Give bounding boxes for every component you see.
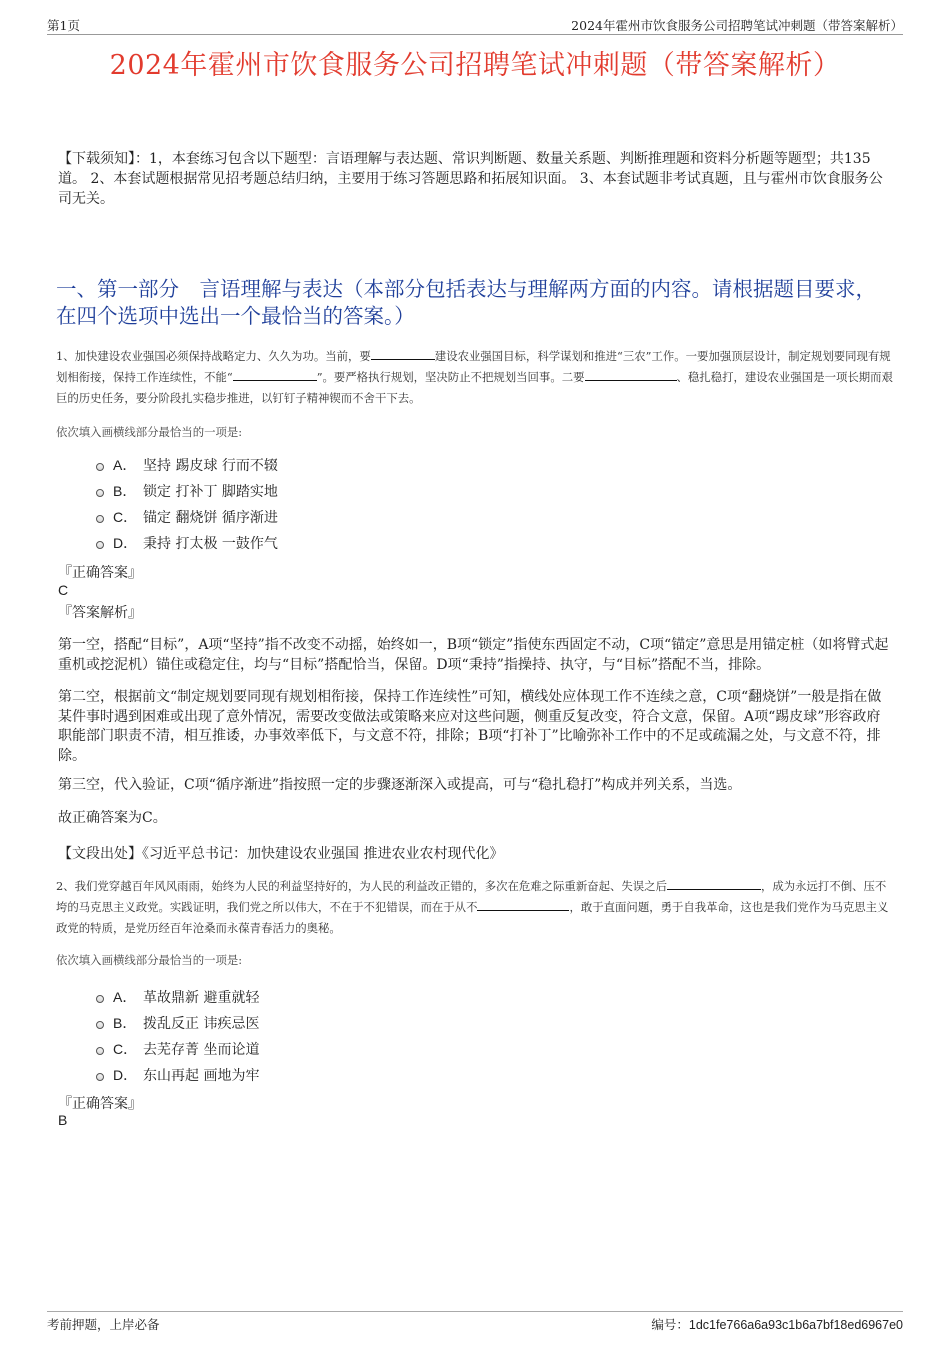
download-notice: 【下载须知】：1，本套练习包含以下题型：言语理解与表达题、常识判断题、数量关系题、判断推理题和资料分析题等题型；共135道。 2、本套试题根据常见招考题总结归纳，主要用于练习答题思路和拓展知识面。 3、本套试题非考试真题，且与霍州市饮食服务公司无关。 xyxy=(58,151,883,207)
correct-answer-label: 『正确答案』 xyxy=(58,565,142,581)
question-2-options xyxy=(96,984,259,1088)
passage-source: 【文段出处】《习近平总书记：加快建设农业强国 推进农业农村现代化》 xyxy=(58,846,504,862)
correct-answer-label: 『正确答案』 xyxy=(58,1096,142,1112)
answer-blank xyxy=(477,898,569,911)
radio-icon[interactable] xyxy=(96,463,104,471)
correct-answer: C xyxy=(58,582,69,598)
question-1-options xyxy=(96,452,278,556)
option-b[interactable]: B． 锁定 打补丁 脚踏实地 xyxy=(96,478,278,504)
radio-icon[interactable] xyxy=(96,1021,104,1029)
option-a[interactable]: A． 革故鼎新 避重就轻 xyxy=(96,984,259,1010)
option-c[interactable]: C． 去芜存菁 坐而论道 xyxy=(96,1036,259,1062)
analysis-conclusion: 故正确答案为C。 xyxy=(58,810,167,826)
question-1-instruction: 依次填入画横线部分最恰当的一项是: xyxy=(56,425,243,439)
analysis-label: 『答案解析』 xyxy=(58,605,142,621)
question-1-text: 1、加快建设农业强国必须保持战略定力、久久为功。当前，要 建设农业强国目标，科学谋划和推进“三农”工作。一要加强顶层设计，制定规划要同现有规划相衔接，保持工作连续性，不能“ ”。要严格执行规划，坚决防止不把规划当回事。二要 、稳扎稳打，建设农业强国是一项长期而艰巨的历史任务，要分阶段扎实稳步推进，以钉钉子精神锲而不舍干下去。 xyxy=(56,349,893,405)
page-footer xyxy=(47,1311,903,1332)
correct-answer: B xyxy=(58,1112,68,1128)
radio-icon[interactable] xyxy=(96,995,104,1003)
answer-blank xyxy=(585,368,677,381)
footer-slogan: 考前押题，上岸必备 xyxy=(47,1317,160,1332)
option-c[interactable]: C． 锚定 翻烧饼 循序渐进 xyxy=(96,504,278,530)
question-2-text: 2、我们党穿越百年风风雨雨，始终为人民的利益坚持好的，为人民的利益改正错的，多次在危难之际重新奋起、失误之后 ，成为永远打不倒、压不垮的马克思主义政党。实践证明，我们党之所以伟大，不在于不犯错误，而在于从不 ，敢于直面问题，勇于自我革命，这也是我们党作为马克思主义政党的特质，是党历经百年沧桑而永葆青春活力的奥秘。 xyxy=(56,879,889,935)
radio-icon[interactable] xyxy=(96,1047,104,1055)
document-title: 2024年霍州市饮食服务公司招聘笔试冲刺题（带答案解析） xyxy=(109,50,841,81)
header-doc-title: 2024年霍州市饮食服务公司招聘笔试冲刺题（带答案解析） xyxy=(571,18,903,33)
option-d[interactable]: D． 东山再起 画地为牢 xyxy=(96,1062,259,1088)
section-heading: 一、第一部分 言语理解与表达（本部分包括表达与理解两方面的内容。请根据题目要求，在四个选项中选出一个最恰当的答案。） xyxy=(56,277,876,328)
option-d[interactable]: D． 秉持 打太极 一鼓作气 xyxy=(96,530,278,556)
page-header xyxy=(47,14,903,35)
page-number: 第1页 xyxy=(47,18,80,33)
answer-blank xyxy=(371,347,435,360)
radio-icon[interactable] xyxy=(96,489,104,497)
analysis-paragraph: 第一空，搭配“目标”，A项“坚持”指不改变不动摇，始终如一，B项“锁定”指使东西固定不动，C项“锚定”意思是用锚定桩（如将臂式起重机或挖泥机）锚住或稳定住，均与“目标”搭配恰当，保留。D项“秉持”指操持、执守，与“目标”搭配不当，排除。 xyxy=(58,637,889,673)
radio-icon[interactable] xyxy=(96,515,104,523)
option-b[interactable]: B． 拨乱反正 讳疾忌医 xyxy=(96,1010,259,1036)
answer-blank xyxy=(233,368,317,381)
option-a[interactable]: A． 坚持 踢皮球 行而不辍 xyxy=(96,452,278,478)
answer-blank xyxy=(667,877,761,890)
analysis-paragraph: 第三空，代入验证，C项“循序渐进”指按照一定的步骤逐渐深入或提高，可与“稳扎稳打”构成并列关系，当选。 xyxy=(58,777,742,793)
analysis-paragraph: 第二空，根据前文“制定规划要同现有规划相衔接，保持工作连续性”可知，横线处应体现工作不连续之意，C项“翻烧饼”一般是指在做某件事时遇到困难或出现了意外情况，需要改变做法或策略来应对这些问题，侧重反复改变，符合文意，保留。A项“踢皮球”形容政府职能部门职责不清，相互推诿，办事效率低下，与文意不符，排除；B项“打补丁”比喻弥补工作中的不足或疏漏之处，与文意不符，排除。 xyxy=(58,689,882,764)
question-2-instruction: 依次填入画横线部分最恰当的一项是: xyxy=(56,953,243,967)
radio-icon[interactable] xyxy=(96,1073,104,1081)
document-code: 编号：1dc1fe766a6a93c1b6a7bf18ed6967e0 xyxy=(651,1317,903,1332)
radio-icon[interactable] xyxy=(96,541,104,549)
